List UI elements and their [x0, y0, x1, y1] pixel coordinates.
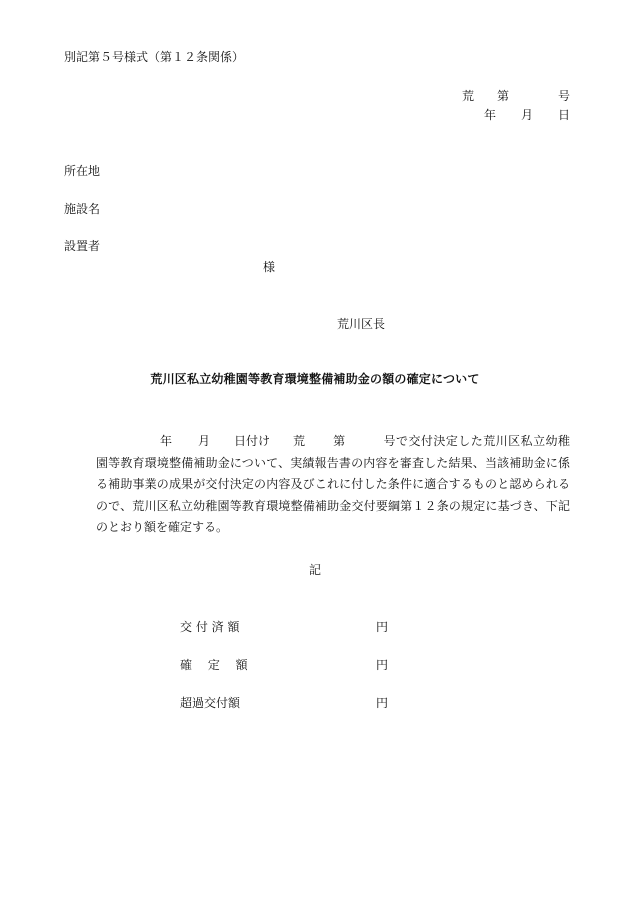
doc-number-prefix: 荒 — [462, 89, 475, 103]
body-text: 号で交付決定した荒川区私立幼稚園等教育環境整備補助金について、実績報告書の内容を審査した結果、当該補助金に係る補助事業の成果が交付決定の内容及びこれに付した条件に適合するものと認められるので、荒川区私立幼稚園等教育環境整備補助金交付要綱第１２条の規定に基づき、下記のとおり額を確定する。 — [96, 434, 570, 534]
lead-dai: 第 — [333, 434, 346, 448]
date-year: 年 — [484, 108, 497, 122]
lead-month: 月 — [198, 434, 211, 448]
lead-dated: 日付け — [234, 434, 271, 448]
honorific: 様 — [263, 260, 276, 274]
amount-label: 確 定 額 — [180, 658, 248, 672]
doc-number-middle: 第 — [497, 89, 510, 103]
amount-unit: 円 — [376, 696, 389, 710]
address-label: 所在地 — [64, 164, 101, 178]
founder-label: 設置者 — [64, 239, 101, 253]
amount-label: 交 付 済 額 — [180, 620, 240, 634]
date-month: 月 — [521, 108, 534, 122]
document-title: 荒川区私立幼稚園等教育環境整備補助金の額の確定について — [150, 372, 480, 386]
date-day: 日 — [558, 108, 571, 122]
ki-heading: 記 — [308, 563, 321, 577]
amount-unit: 円 — [376, 658, 389, 672]
issuer: 荒川区長 — [337, 317, 386, 331]
body-lead — [96, 434, 383, 448]
amount-label: 超過交付額 — [180, 696, 241, 710]
doc-number-suffix: 号 — [558, 89, 571, 103]
form-label: 別記第５号様式（第１２条関係） — [64, 50, 245, 64]
lead-year: 年 — [160, 434, 173, 448]
body-paragraph — [96, 431, 570, 539]
amount-unit: 円 — [376, 620, 389, 634]
lead-ara: 荒 — [293, 434, 306, 448]
facility-label: 施設名 — [64, 202, 101, 216]
